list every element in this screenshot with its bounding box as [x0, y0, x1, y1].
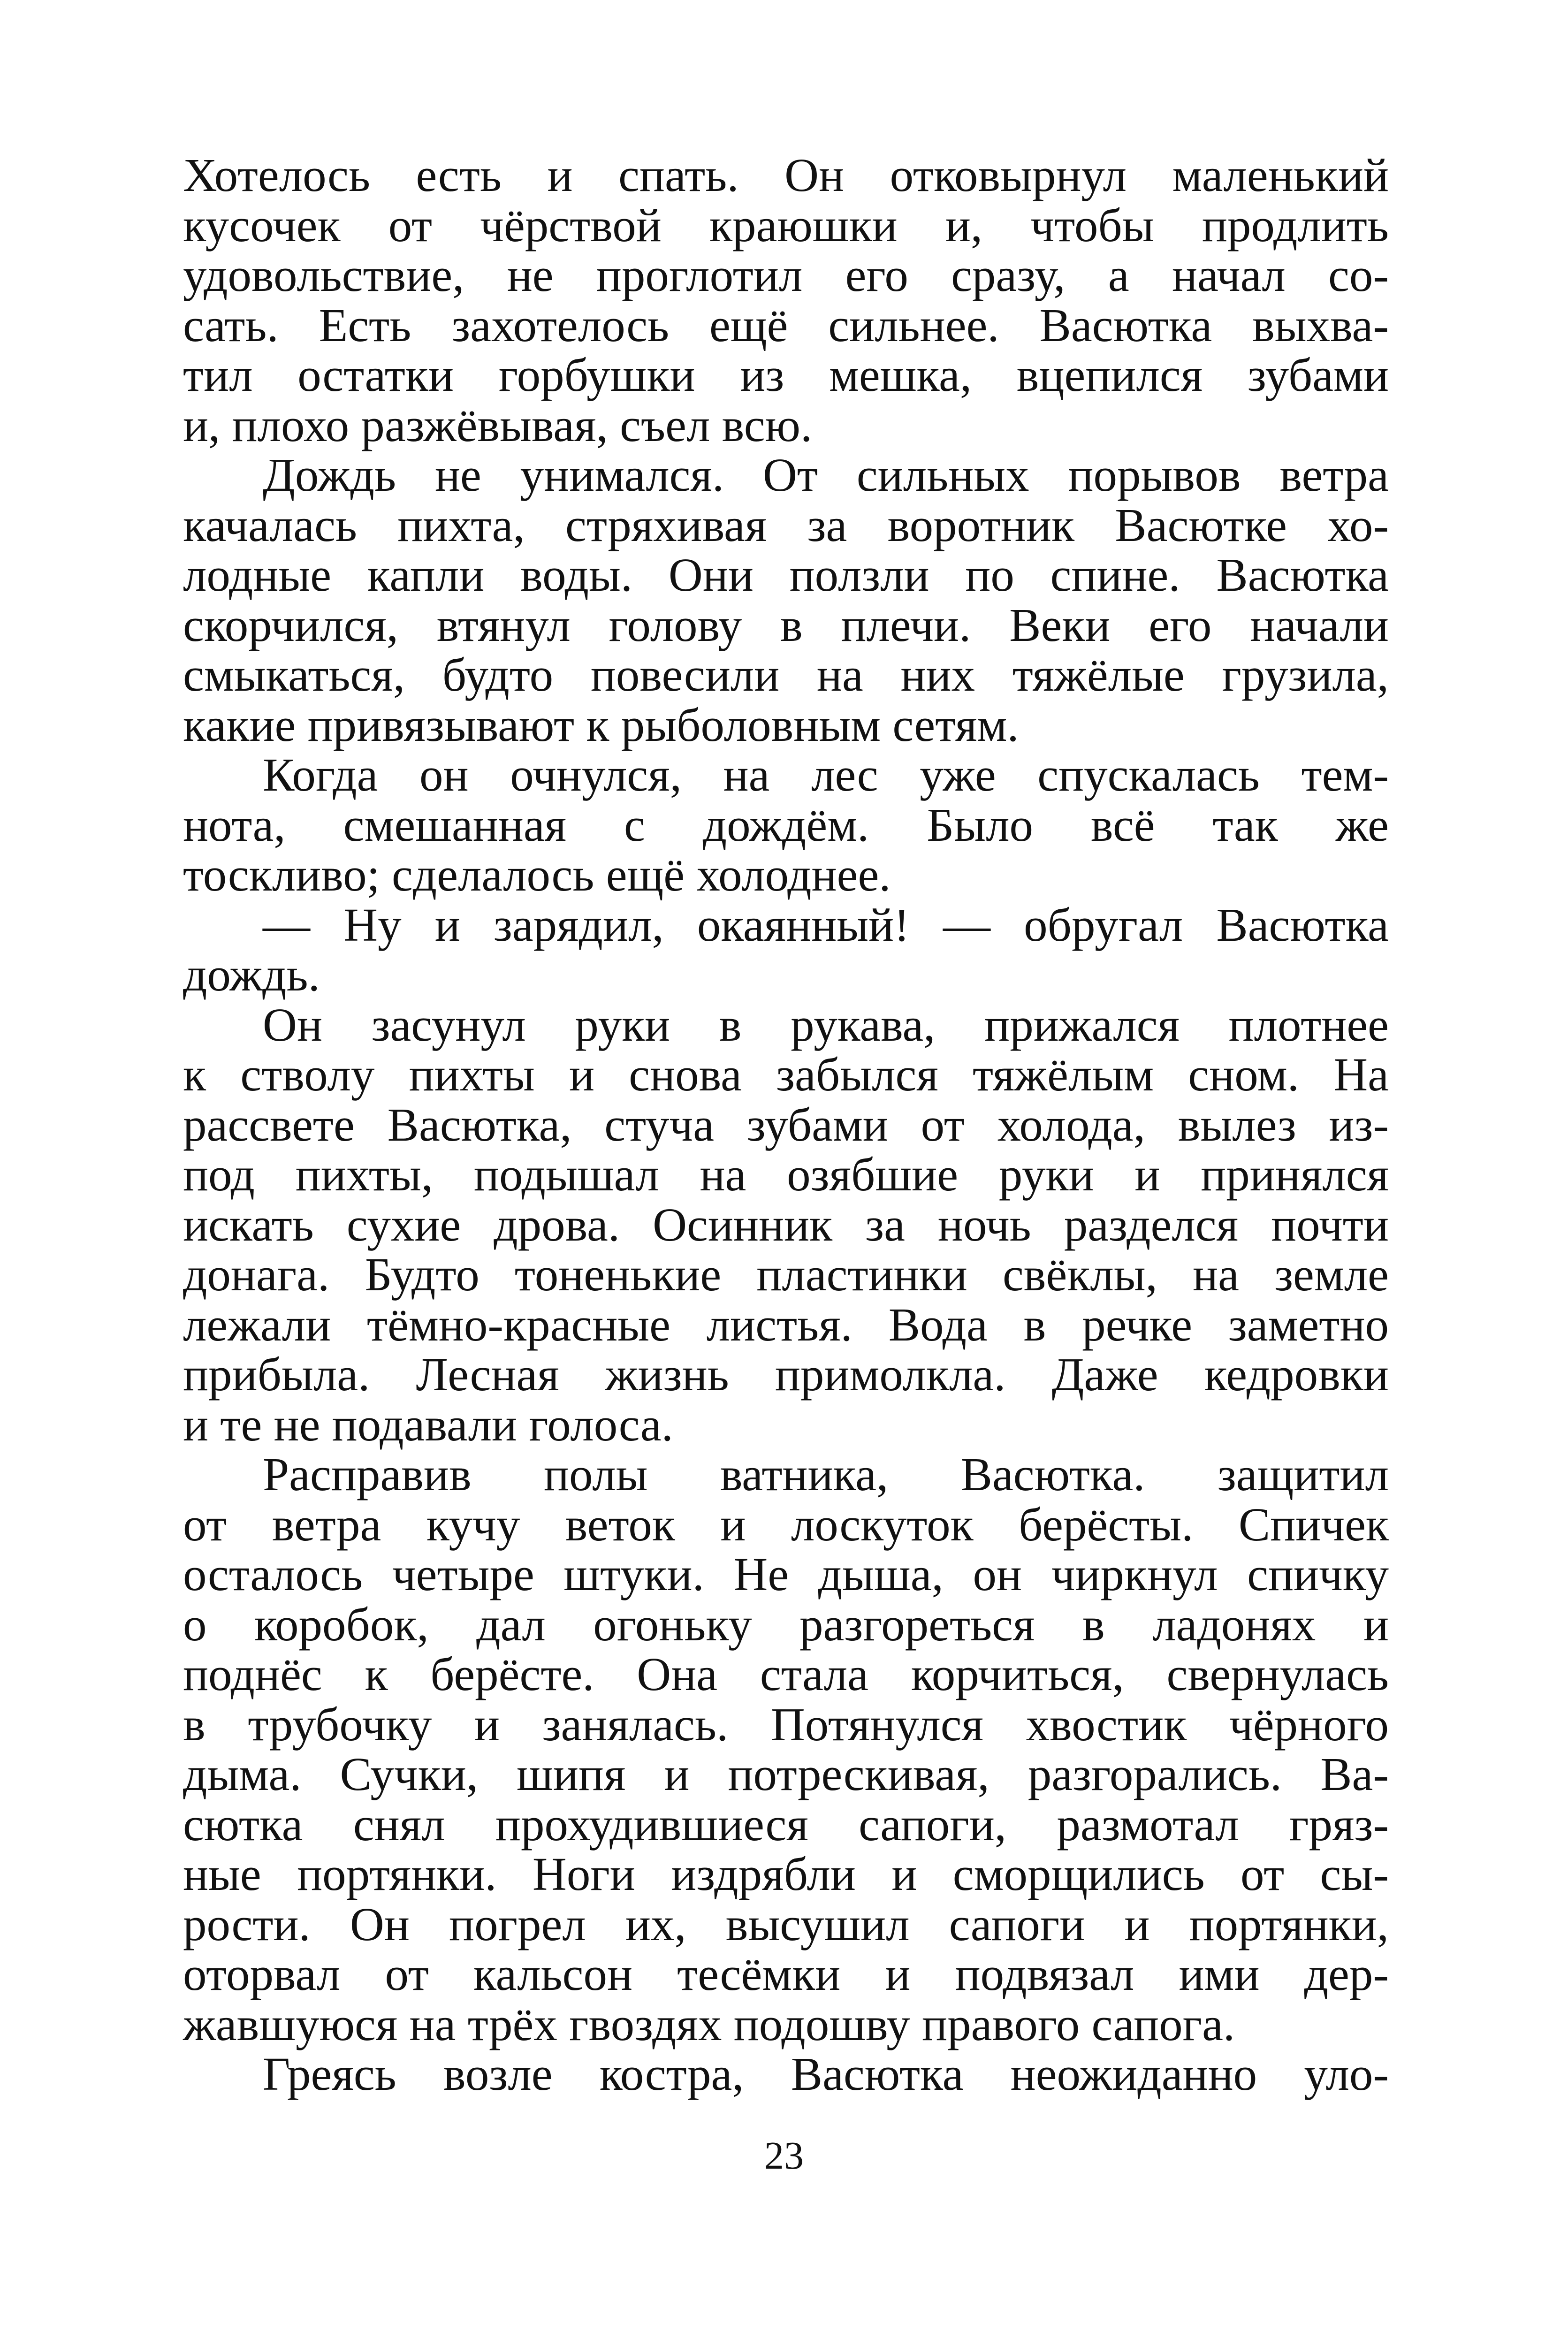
text-line: оторвал от кальсон тесёмки и подвязал ими дер- — [183, 1948, 1389, 2000]
text-line: о коробок, дал огоньку разгореться в ладонях и — [183, 1598, 1389, 1651]
text-line: качалась пихта, стряхивая за воротник Васютке хо- — [183, 498, 1389, 551]
text-line: какие привязывают к рыболовным сетям. — [183, 698, 1019, 751]
page-text — [183, 150, 1389, 2099]
text-line: — Ну и зарядил, окаянный! — обругал Васютка — [263, 898, 1389, 951]
text-line: в трубочку и занялась. Потянулся хвостик чёрного — [183, 1698, 1389, 1751]
text-line: от ветра кучу веток и лоскуток берёсты. Спичек — [183, 1498, 1389, 1551]
text-line: кусочек от чёрствой краюшки и, чтобы продлить — [183, 198, 1389, 251]
text-line: поднёс к берёсте. Она стала корчиться, свернулась — [183, 1648, 1389, 1700]
text-line: дождь. — [183, 948, 320, 1001]
text-line: тил остатки горбушки из мешка, вцепился зубами — [183, 349, 1389, 401]
text-line: и те не подавали голоса. — [183, 1398, 673, 1451]
paragraph-5 — [183, 1000, 1389, 1450]
text-line: осталось четыре штуки. Не дыша, он чиркнул спичку — [183, 1548, 1389, 1600]
text-line: дыма. Сучки, шипя и потрескивая, разгорались. Ва- — [183, 1748, 1389, 1800]
text-line: лодные капли воды. Они ползли по спине. Васютка — [183, 548, 1389, 601]
text-line: Хотелось есть и спать. Он отковырнул маленький — [183, 149, 1389, 201]
page-number: 23 — [764, 2134, 804, 2178]
text-line: скорчился, втянул голову в плечи. Веки его начали — [183, 598, 1389, 651]
text-line: сать. Есть захотелось ещё сильнее. Васютка выхва- — [183, 298, 1389, 351]
text-line: сютка снял прохудившиеся сапоги, размотал гряз- — [183, 1798, 1389, 1851]
text-line: и, плохо разжёвывая, съел всю. — [183, 398, 813, 451]
text-line: Он засунул руки в рукава, прижался плотнее — [263, 998, 1389, 1051]
text-line: донага. Будто тоненькие пластинки свёклы, на земле — [183, 1248, 1389, 1301]
text-line: удовольствие, не проглотил его сразу, а начал со- — [183, 249, 1389, 301]
text-line: рассвете Васютка, стуча зубами от холода, вылез из- — [183, 1098, 1389, 1151]
paragraph-7 — [183, 2049, 1389, 2099]
text-line: лежали тёмно-красные листья. Вода в речке заметно — [183, 1298, 1389, 1351]
text-line: искать сухие дрова. Осинник за ночь разделся почти — [183, 1198, 1389, 1251]
paragraph-6 — [183, 1449, 1389, 2049]
text-line: Греясь возле костра, Васютка неожиданно уло- — [263, 2048, 1389, 2100]
text-line: Когда он очнулся, на лес уже спускалась тем- — [263, 748, 1389, 801]
text-line: ные портянки. Ноги издрябли и сморщились от сы- — [183, 1848, 1389, 1900]
paragraph-2 — [183, 450, 1389, 750]
paragraph-3 — [183, 750, 1389, 900]
text-line: жавшуюся на трёх гвоздях подошву правого сапога. — [183, 1997, 1235, 2050]
text-line: смыкаться, будто повесили на них тяжёлые грузила, — [183, 648, 1389, 701]
text-line: рости. Он погрел их, высушил сапоги и портянки, — [183, 1897, 1389, 1950]
text-line: тоскливо; сделалось ещё холоднее. — [183, 848, 891, 901]
text-line: Дождь не унимался. От сильных порывов ветра — [263, 449, 1389, 501]
text-line: Расправив полы ватника, Васютка. защитил — [263, 1448, 1389, 1501]
paragraph-4 — [183, 900, 1389, 1000]
text-line: под пихты, подышал на озябшие руки и принялся — [183, 1148, 1389, 1201]
text-line: к стволу пихты и снова забылся тяжёлым сном. На — [183, 1048, 1389, 1101]
paragraph-1 — [183, 150, 1389, 450]
text-line: прибыла. Лесная жизнь примолкла. Даже кедровки — [183, 1348, 1389, 1401]
text-line: нота, смешанная с дождём. Было всё так же — [183, 798, 1389, 851]
